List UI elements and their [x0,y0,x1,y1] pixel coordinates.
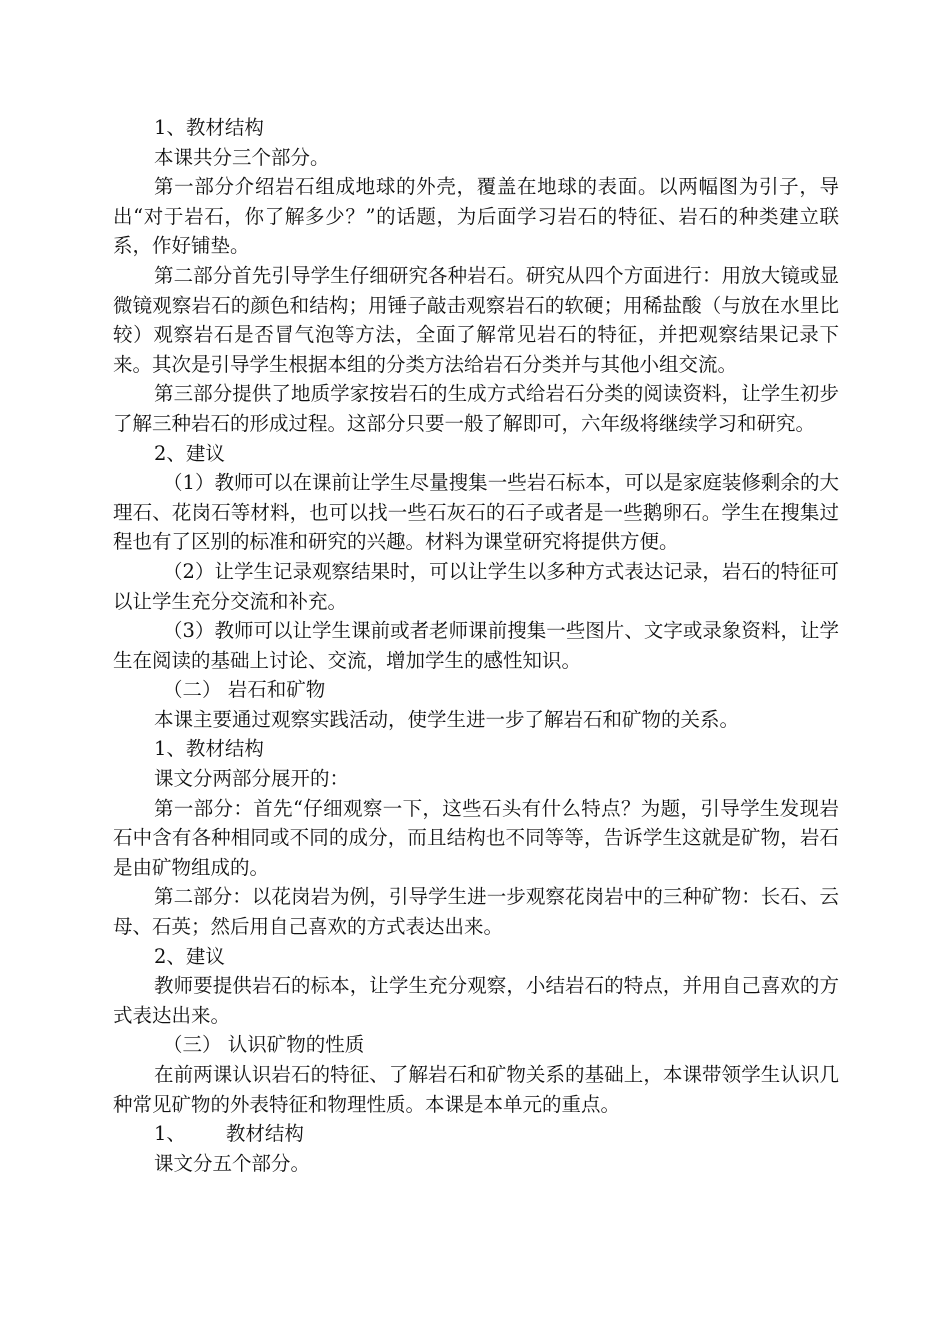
section-rocks-and-minerals: （二） 岩石和矿物 [163,678,326,702]
paragraph-part-two: 第二部分首先引导学生仔细研究各种岩石。研究从四个方面进行：用放大镜或显微镜观察岩石的颜色和结构；用锤子敲击观察岩石的软硬；用稀盐酸（与放在水里比较）观察岩石是否冒气泡等方法，全面了解常见岩石的特征，并把观察结果记录下来。其次是引导学生根据本组的分类方法给岩石分类并与其他小组交流。 [113,263,839,376]
paragraph-three-parts: 本课共分三个部分。 [154,145,330,169]
section-mineral-properties: （三） 认识矿物的性质 [163,1033,365,1057]
paragraph-lesson-intro: 本课主要通过观察实践活动，使学生进一步了解岩石和矿物的关系。 [154,707,740,731]
paragraph-five-parts: 课文分五个部分。 [154,1151,311,1175]
paragraph-second-part: 第二部分：以花岗岩为例，引导学生进一步观察花岗岩中的三种矿物：长石、云母、石英；然后用自己喜欢的方式表达出来。 [113,885,839,939]
heading-teaching-material-structure: 1、教材结构 [154,116,264,139]
paragraph-two-parts: 课文分两部分展开的： [154,767,350,791]
paragraph-first-part: 第一部分：首先“仔细观察一下，这些石头有什么特点？为题，引导学生发现岩石中含有各种相同或不同的成分，而且结构也不同等等，告诉学生这就是矿物，岩石是由矿物组成的。 [113,796,839,879]
heading-number: 1、 [154,1122,186,1146]
paragraph-part-one: 第一部分介绍岩石组成地球的外壳，覆盖在地球的表面。以两幅图为引子，导出“对于岩石，你了解多少？”的话题，为后面学习岩石的特征、岩石的种类建立联系，作好铺垫。 [113,175,839,258]
paragraph-teacher-suggestion: 教师要提供岩石的标本，让学生充分观察，小结岩石的特点，并用自己喜欢的方式表达出来。 [113,974,839,1027]
paragraph-lesson-focus: 在前两课认识岩石的特征、了解岩石和矿物关系的基础上，本课带领学生认识几种常见矿物的外表特征和物理性质。本课是本单元的重点。 [113,1063,839,1116]
suggestion-3: （3）教师可以让学生课前或者老师课前搜集一些图片、文字或录象资料，让学生在阅读的基础上讨论、交流，增加学生的感性知识。 [113,619,839,672]
heading-teaching-material-structure-3 [113,1119,839,1149]
document-page [113,113,839,1178]
suggestion-2: （2）让学生记录观察结果时，可以让学生以多种方式表达记录，岩石的特征可以让学生充分交流和补充。 [113,559,839,613]
suggestion-1: （1）教师可以在课前让学生尽量搜集一些岩石标本，可以是家庭装修剩余的大理石、花岗石等材料，也可以找一些石灰石的石子或者是一些鹅卵石。学生在搜集过程也有了区别的标准和研究的兴趣。材料为课堂研究将提供方便。 [113,471,839,554]
heading-suggestions: 2、建议 [154,441,225,465]
paragraph-part-three: 第三部分提供了地质学家按岩石的生成方式给岩石分类的阅读资料，让学生初步了解三种岩石的形成过程。这部分只要一般了解即可，六年级将继续学习和研究。 [113,382,839,435]
heading-label: 教材结构 [225,1122,304,1146]
heading-teaching-material-structure-2: 1、教材结构 [154,737,264,761]
heading-suggestions-2: 2、建议 [154,944,225,968]
